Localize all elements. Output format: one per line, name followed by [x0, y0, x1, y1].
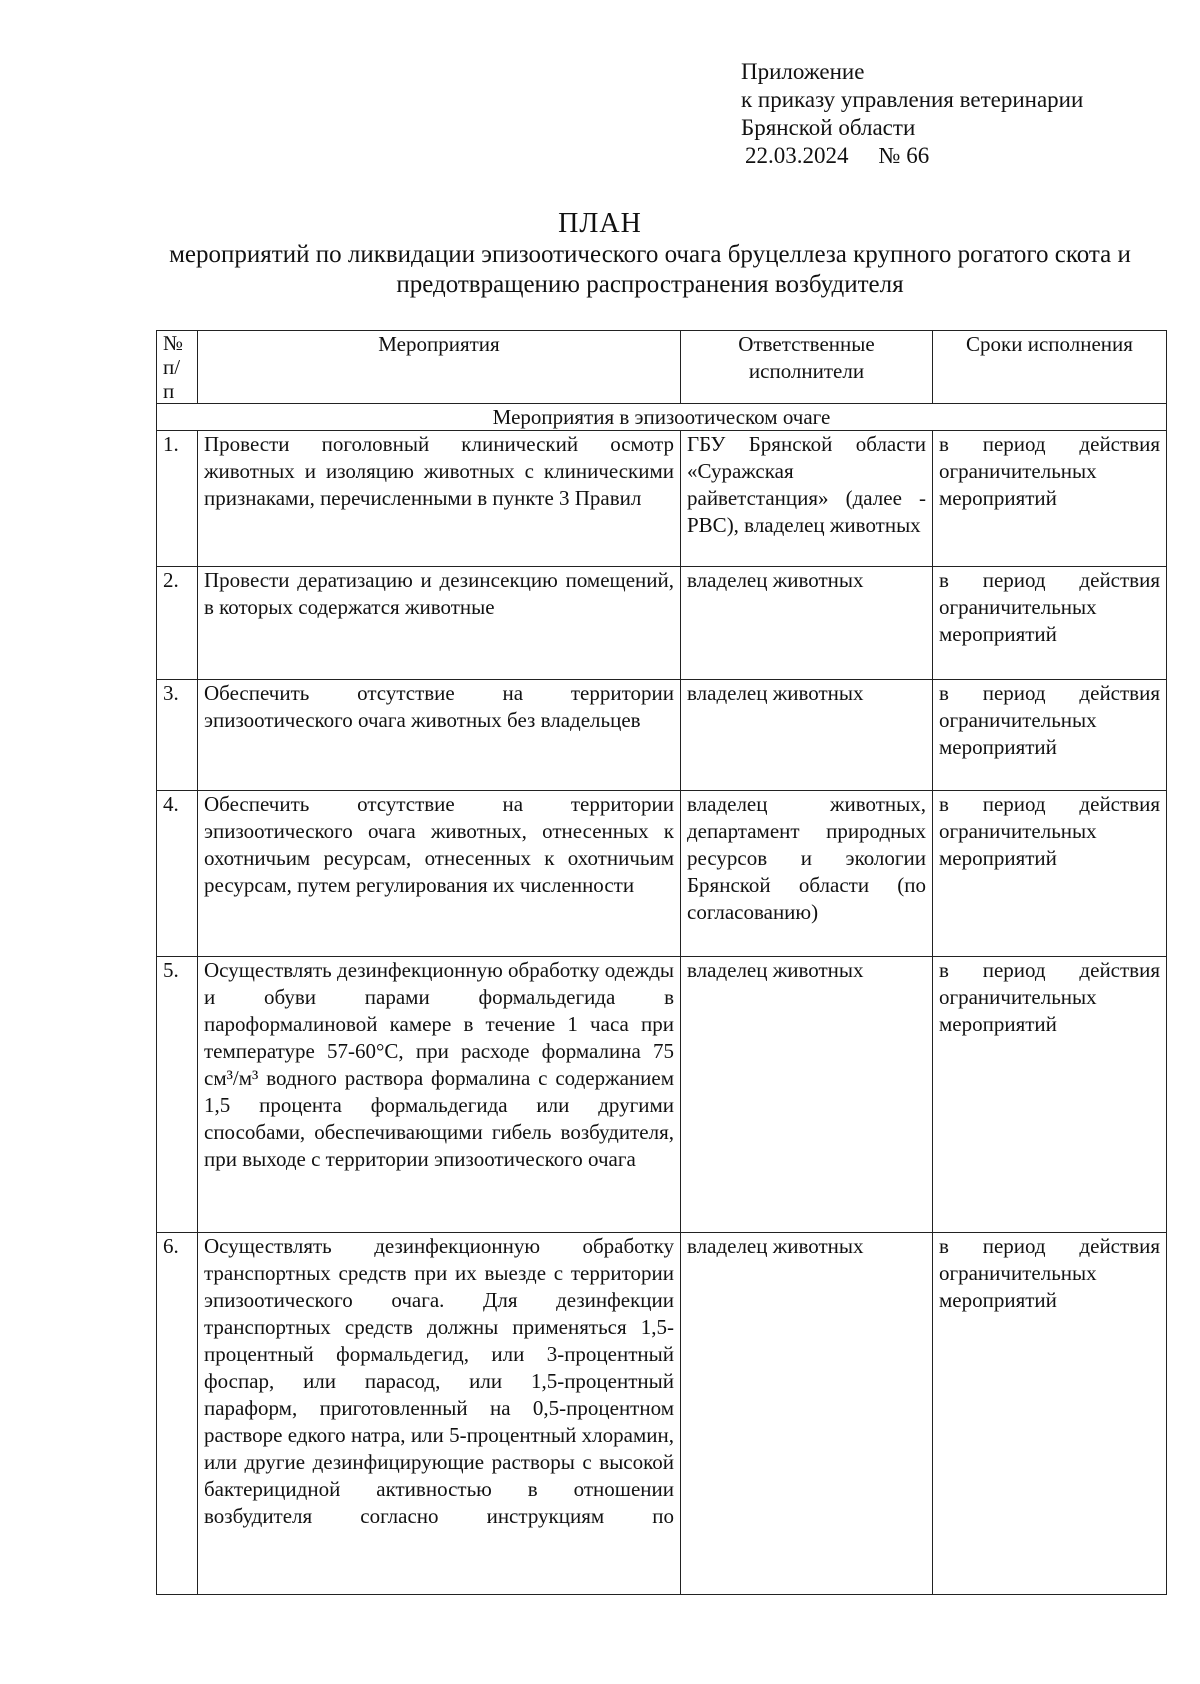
header-activities: Мероприятия — [198, 331, 681, 404]
section-row — [157, 404, 1167, 431]
appendix-line-3: Брянской области — [741, 115, 916, 140]
table-row — [157, 1233, 1167, 1595]
row-activity: Обеспечить отсутствие на территории эпизоотического очага животных, отнесенных к охотничьим ресурсам, отнесенных к охотничьим ресурсам, путем регулирования их численности — [198, 791, 681, 957]
row-activity: Провести дератизацию и дезинсекцию помещений, в которых содержатся животные — [198, 567, 681, 680]
order-date: 22.03.2024 — [745, 143, 849, 168]
table-row — [157, 791, 1167, 957]
table-row — [157, 957, 1167, 1233]
table-row — [157, 567, 1167, 680]
document-title: ПЛАН — [558, 208, 642, 239]
row-term: в период действия ограничительных мероприятий — [933, 957, 1167, 1233]
row-term: в период действия ограничительных мероприятий — [933, 1233, 1167, 1595]
appendix-block — [741, 58, 1083, 170]
row-activity: Осуществлять дезинфекционную обработку одежды и обуви парами формальдегида в пароформалиновой камере в течение 1 часа при температуре 57-60°С, при расходе формалина 75 см³/м³ водного раствора формалина с содержанием 1,5 процента формальдегида или другими способами, обеспечивающими гибель возбудителя, при выходе с территории эпизоотического очага — [198, 957, 681, 1233]
header-terms: Сроки исполнения — [933, 331, 1167, 404]
plan-table — [156, 330, 1167, 1595]
row-responsible: владелец животных — [681, 957, 933, 1233]
table-header-row — [157, 331, 1167, 404]
header-num: № п/п — [157, 331, 198, 404]
document-subtitle: мероприятий по ликвидации эпизоотического очага бруцеллеза крупного рогатого скота и предотвращению распространения возбудителя — [169, 241, 1131, 298]
row-activity: Обеспечить отсутствие на территории эпизоотического очага животных без владельцев — [198, 680, 681, 791]
row-responsible: ГБУ Брянской области «Суражская райветстанция» (далее - РВС), владелец животных — [681, 431, 933, 567]
row-activity: Провести поголовный клинический осмотр животных и изоляцию животных с клиническими признаками, перечисленными в пункте 3 Правил — [198, 431, 681, 567]
appendix-line-2: к приказу управления ветеринарии — [741, 87, 1084, 112]
row-number: 5. — [157, 957, 198, 1233]
appendix-date-line — [741, 142, 1083, 170]
section-title: Мероприятия в эпизоотическом очаге — [157, 404, 1167, 431]
row-responsible: владелец животных — [681, 567, 933, 680]
row-term: в период действия ограничительных мероприятий — [933, 431, 1167, 567]
row-number: 6. — [157, 1233, 198, 1595]
row-number: 4. — [157, 791, 198, 957]
row-responsible: владелец животных, департамент природных ресурсов и экологии Брянской области (по согласованию) — [681, 791, 933, 957]
row-number: 3. — [157, 680, 198, 791]
row-activity: Осуществлять дезинфекционную обработку транспортных средств при их выезде с территории эпизоотического очага. Для дезинфекции транспортных средств должны применяться 1,5-процентный формальдегид, или 3-процентный фоспар, или парасод, или 1,5-процентный параформ, приготовленный на 0,5-процентном растворе едкого натра, или 5-процентный хлорамин, или другие дезинфицирующие растворы с высокой бактерицидной активностью в отношении возбудителя согласно инструкциям по — [198, 1233, 681, 1595]
row-term: в период действия ограничительных мероприятий — [933, 791, 1167, 957]
row-number: 1. — [157, 431, 198, 567]
appendix-line-1: Приложение — [741, 59, 865, 84]
row-term: в период действия ограничительных мероприятий — [933, 680, 1167, 791]
row-responsible: владелец животных — [681, 1233, 933, 1595]
table-row — [157, 431, 1167, 567]
header-responsible: Ответственные исполнители — [681, 331, 933, 404]
row-responsible: владелец животных — [681, 680, 933, 791]
table-row — [157, 680, 1167, 791]
order-number: № 66 — [878, 143, 930, 168]
row-term: в период действия ограничительных мероприятий — [933, 567, 1167, 680]
row-number: 2. — [157, 567, 198, 680]
